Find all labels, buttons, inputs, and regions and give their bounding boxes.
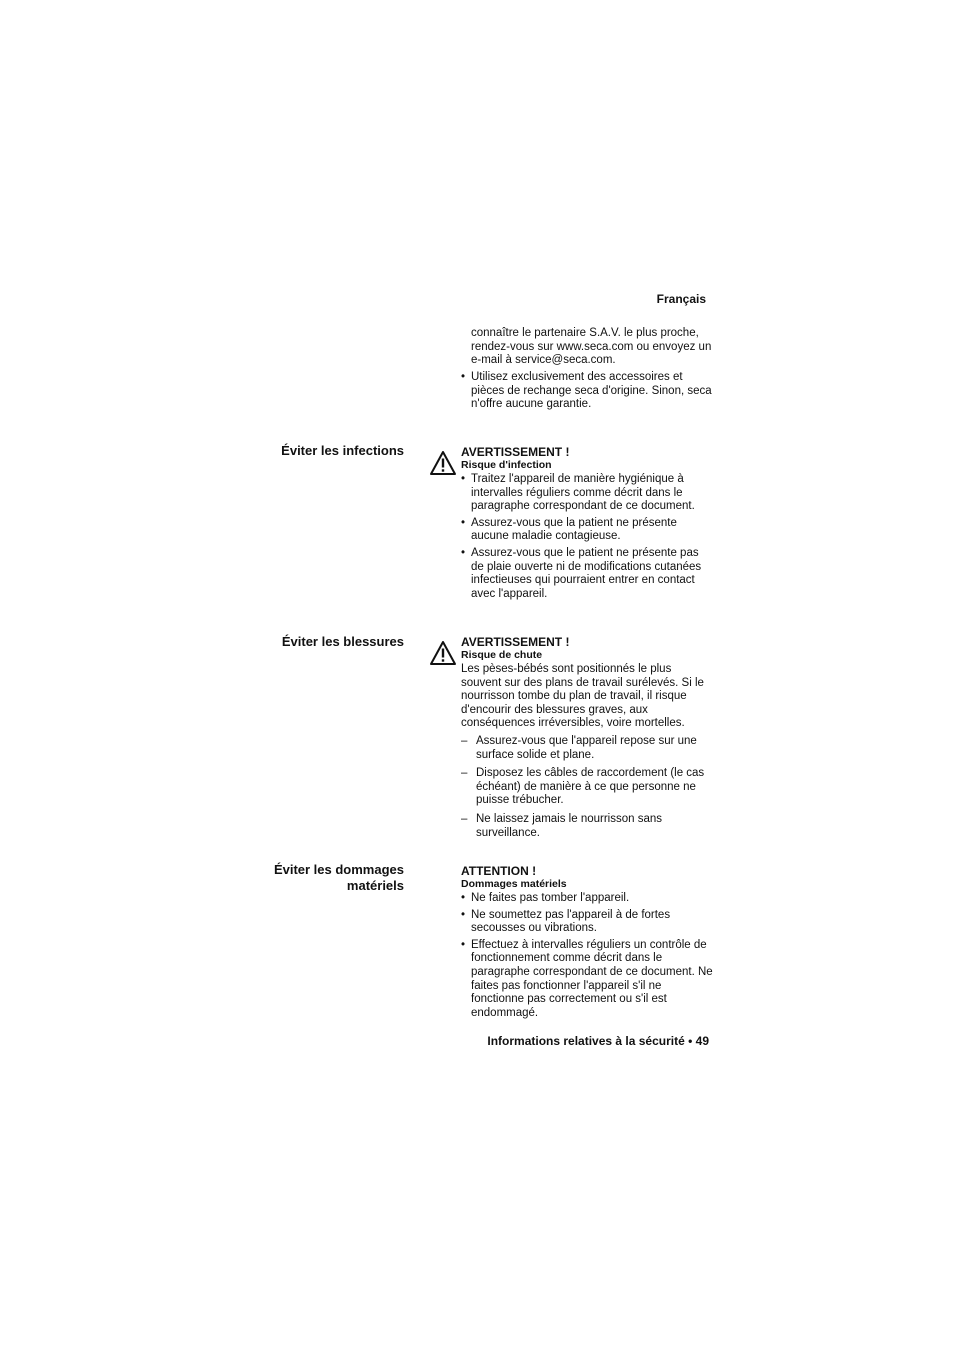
section-title-line: matériels — [346, 878, 404, 893]
intro-bullet: • Utilisez exclusivement des accessoires et pièces de rechange seca d'origine. Sinon, seca n'offre aucune garantie. — [461, 371, 713, 412]
intro-block — [471, 327, 713, 372]
list-item: • Effectuez à intervalles réguliers un contrôle de fonctionnement comme décrit dans le paragraphe correspondant de ce document. Ne faites pas fonctionner l'appareil s'il ne fonctionne pas correctement ou s'il est endommagé. — [461, 939, 713, 1021]
hazard-paragraph: Les pèses-bébés sont positionnés le plus souvent sur des plans de travail surélevés. Si le nourrisson tombe du plan de travail, il risque d'encourir des blessures graves, aux conséquences irréversibles, voire mortelles. — [461, 663, 704, 730]
warning-triangle-icon — [429, 450, 457, 476]
warning-triangle-icon — [429, 640, 457, 666]
section-title-injuries: Éviter les blessures — [281, 634, 404, 649]
signal-word: AVERTISSEMENT ! — [461, 445, 570, 459]
risk-label: Risque d'infection — [461, 459, 552, 471]
injuries-block — [461, 635, 709, 845]
intro-continuation: connaître le partenaire S.A.V. le plus proche, rendez-vous sur www.seca.com ou envoyez un e-mail à service@seca.com. — [471, 327, 712, 367]
language-label: Français — [656, 292, 706, 306]
section-title-line: Éviter les dommages — [273, 862, 404, 877]
damage-block — [461, 864, 713, 1023]
signal-word: AVERTISSEMENT ! — [461, 635, 570, 649]
list-item: • Ne faites pas tomber l'appareil. — [461, 892, 713, 906]
page-footer: Informations relatives à la sécurité • 49 — [487, 1034, 709, 1048]
section-title-damage — [204, 862, 404, 894]
risk-label: Risque de chute — [461, 649, 543, 661]
signal-word: ATTENTION ! — [461, 864, 537, 878]
list-item: – Ne laissez jamais le nourrisson sans surveillance. — [461, 813, 709, 840]
infections-block — [461, 445, 713, 604]
list-item: • Assurez-vous que la patient ne présente aucune maladie contagieuse. — [461, 517, 713, 544]
list-item: – Assurez-vous que l'appareil repose sur une surface solide et plane. — [461, 735, 709, 762]
intro-bullet-block — [461, 371, 713, 415]
list-item: • Ne soumettez pas l'appareil à de fortes secousses ou vibrations. — [461, 909, 713, 936]
list-item: • Assurez-vous que le patient ne présente pas de plaie ouverte ni de modifications cutanées infectieuses qui pourraient entrer en contact avec l'appareil. — [461, 547, 713, 601]
risk-label: Dommages matériels — [461, 878, 567, 890]
section-title-infections: Éviter les infections — [281, 443, 404, 458]
list-item: – Disposez les câbles de raccordement (le cas échéant) de manière à ce que personne ne puisse trébucher. — [461, 767, 709, 808]
list-item: • Traitez l'appareil de manière hygiénique à intervalles réguliers comme décrit dans le paragraphe correspondant de ce document. — [461, 473, 713, 514]
